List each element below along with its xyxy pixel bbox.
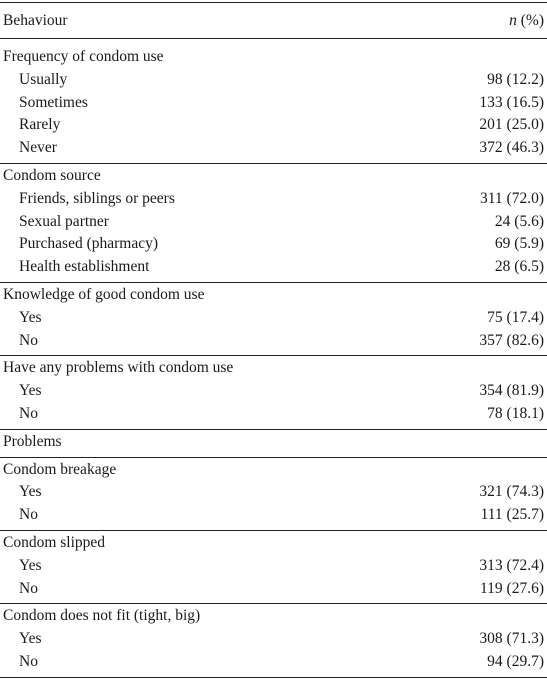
section-title	[0, 531, 547, 554]
table-row	[0, 136, 547, 159]
header-percent: (%)	[516, 12, 544, 29]
row-value: 78 (18.1)	[487, 405, 544, 422]
section-title	[0, 430, 547, 453]
table-row	[0, 232, 547, 255]
row-value: 372 (46.3)	[479, 139, 544, 157]
row-value: 311 (72.0)	[480, 189, 544, 207]
table-row	[0, 554, 547, 577]
row-value: 357 (82.6)	[479, 331, 544, 349]
top-rule	[0, 2, 547, 3]
header-n: n	[509, 12, 517, 29]
row-value: 98 (12.2)	[487, 70, 544, 88]
section-title-label: Frequency of condom use	[3, 48, 164, 65]
table-row	[0, 329, 547, 352]
row-value: 94 (29.7)	[487, 653, 544, 670]
table-row	[0, 187, 547, 210]
row-label: No	[19, 331, 38, 349]
row-label: Rarely	[19, 116, 61, 134]
row-value: 308 (71.3)	[479, 630, 544, 648]
section-title-label: Condom does not fit (tight, big)	[3, 607, 201, 625]
header-behaviour: Behaviour	[3, 12, 68, 29]
table-row	[0, 627, 547, 650]
row-value: 201 (25.0)	[479, 116, 544, 134]
table-row	[0, 255, 547, 278]
table-row	[0, 577, 547, 600]
section-title	[0, 458, 547, 481]
row-label: No	[19, 506, 38, 524]
row-value: 119 (27.6)	[480, 579, 544, 597]
section-title-label: Knowledge of good condom use	[3, 286, 205, 303]
table-row	[0, 68, 547, 91]
row-value: 354 (81.9)	[479, 382, 544, 400]
row-label: Yes	[19, 382, 42, 400]
header-rule	[0, 38, 547, 39]
row-value: 313 (72.4)	[479, 556, 544, 574]
section-title	[0, 164, 547, 187]
row-label: Sexual partner	[19, 212, 109, 230]
header-n-percent	[509, 9, 544, 32]
row-label: Sometimes	[19, 93, 88, 111]
table-row	[0, 650, 547, 673]
header-row	[0, 9, 547, 32]
row-label: Purchased (pharmacy)	[19, 235, 159, 253]
row-label: Never	[19, 139, 57, 157]
row-value: 24 (5.6)	[494, 212, 544, 230]
row-value: 321 (74.3)	[479, 483, 544, 501]
table-row	[0, 503, 547, 526]
row-label: Yes	[19, 483, 42, 501]
row-label: Friends, siblings or peers	[19, 189, 175, 207]
row-label: No	[19, 653, 38, 670]
row-label: Yes	[19, 630, 42, 648]
section-title	[0, 356, 547, 379]
row-label: No	[19, 405, 38, 422]
row-value: 133 (16.5)	[479, 93, 544, 111]
table-row	[0, 210, 547, 233]
bottom-rule	[0, 677, 547, 678]
row-value: 75 (17.4)	[487, 308, 544, 326]
table-row	[0, 379, 547, 402]
table-row	[0, 113, 547, 136]
table-row	[0, 480, 547, 503]
row-value: 111 (25.7)	[480, 506, 544, 524]
row-label: Usually	[19, 70, 68, 88]
section-title	[0, 45, 547, 68]
table-row	[0, 306, 547, 329]
section-title	[0, 283, 547, 306]
row-label: Yes	[19, 308, 42, 326]
section-title-label: Problems	[3, 432, 62, 450]
row-value: 69 (5.9)	[494, 235, 544, 253]
row-label: Yes	[19, 556, 42, 574]
table-row	[0, 402, 547, 425]
row-value: 28 (6.5)	[494, 258, 544, 276]
section-title-label: Condom breakage	[3, 460, 117, 478]
table-row	[0, 91, 547, 114]
section-title-label: Condom source	[3, 167, 101, 184]
row-label: Health establishment	[19, 258, 150, 276]
section-title-label: Have any problems with condom use	[3, 359, 234, 377]
section-title-label: Condom slipped	[3, 534, 106, 551]
row-label: No	[19, 579, 38, 597]
section-title	[0, 604, 547, 627]
